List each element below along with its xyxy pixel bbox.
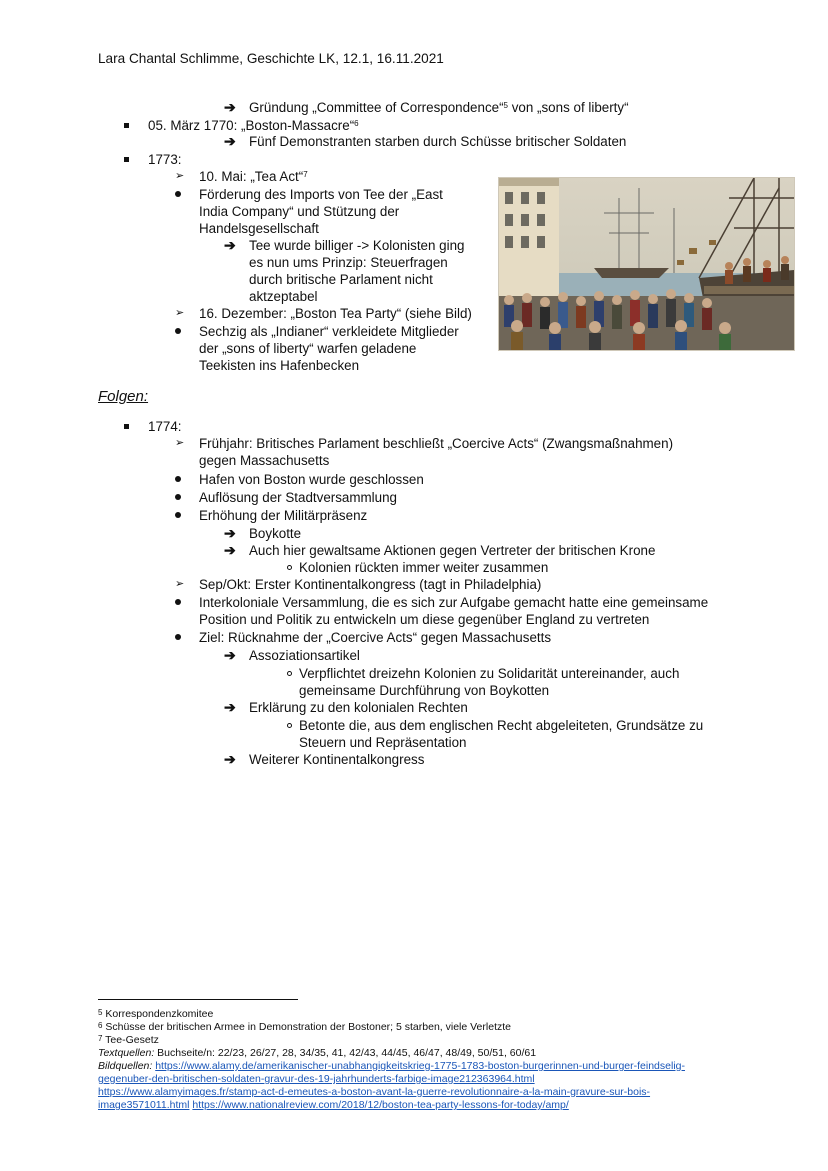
square-bullet-icon [124,157,129,162]
dot-bullet-icon [175,634,181,640]
square-bullet-icon [124,424,129,429]
cheaper-line-4: aktzeptabel [249,289,318,304]
circle-bullet-icon [287,723,292,728]
arrow-icon: ➔ [224,525,236,541]
source-link-2-cont[interactable]: image3571011.html [98,1099,190,1111]
further-congress-line: Weiterer Kontinentalkongress [249,752,425,767]
association-articles-line: Assoziationsartikel [249,648,360,663]
image-sources: Bildquellen: https://www.alamy.de/amerikanischer-unabhangigkeitskrieg-1775-1783-boston-burgerinnen-und-burger-feindselig- [98,1060,685,1072]
first-congress-line: Sep/Okt: Erster Kontinentalkongress (tagt in Philadelphia) [199,577,542,592]
year-1774: 1774: [148,419,182,434]
import-line-3: Handelsgesellschaft [199,221,319,236]
arrow-icon: ➔ [224,542,236,558]
dot-bullet-icon [175,512,181,518]
committee-line: Gründung „Committee of Correspondence“$^5$ von „sons of liberty“ [249,100,629,115]
arrow-icon: ➔ [224,647,236,663]
cheaper-line-2: es nun ums Prinzip: Steuerfragen [249,255,448,270]
principles-line-2: Steuern und Repräsentation [299,735,467,750]
demonstrators-line: Fünf Demonstranten starben durch Schüsse britischer Soldaten [249,134,627,149]
tea-act-line: 10. Mai: „Tea Act“$^7$ [199,169,308,184]
arrow-icon: ➔ [224,751,236,767]
dot-bullet-icon [175,191,181,197]
harbor-closed-line: Hafen von Boston wurde geschlossen [199,472,424,487]
year-1773: 1773: [148,152,182,167]
footnote-6: $^6$ Schüsse der britischen Armee in Demonstration der Bostoner; 5 starben, viele Verletzte [98,1021,511,1033]
arrow-icon: ➔ [224,99,236,115]
import-line-2: India Company“ und Stützung der [199,204,400,219]
indians-line-2: der „sons of liberty“ warfen geladene [199,341,417,356]
solidarity-line-2: gemeinsame Durchführung von Boykotten [299,683,550,698]
import-line-1: Förderung des Imports von Tee der „East [199,187,443,202]
massacre-line: 05. März 1770: „Boston-Massacre“$^6$ [148,118,359,133]
page-header: Lara Chantal Schlimme, Geschichte LK, 12.1, 16.11.2021 [98,51,444,66]
arrow-icon: ➔ [224,237,236,253]
cheaper-line-3: durch britische Parlament nicht [249,272,433,287]
text-sources: Textquellen: Buchseite/n: 22/23, 26/27, 28, 34/35, 41, 42/43, 44/45, 46/47, 48/49, 50/51, 60/61 [98,1047,537,1059]
source-link-1[interactable]: https://www.alamy.de/amerikanischer-unabhangigkeitskrieg-1775-1783-boston-burgerinnen-und-burger-feindselig- [155,1060,685,1072]
dot-bullet-icon [175,599,181,605]
circle-bullet-icon [287,565,292,570]
goal-line: Ziel: Rücknahme der „Coercive Acts“ gegen Massachusetts [199,630,552,645]
indians-line-3: Teekisten ins Hafenbecken [199,358,360,373]
arrow-icon: ➔ [224,699,236,715]
boston-tea-party-image [498,177,795,351]
principles-line-1: Betonte die, aus dem englischen Recht abgeleiteten, Grundsätze zu [299,718,704,733]
coercive-acts-line-1: Frühjahr: Britisches Parlament beschließt „Coercive Acts“ (Zwangsmaßnahmen) [199,436,674,451]
boycott-line: Boykotte [249,526,302,541]
dot-bullet-icon [175,476,181,482]
circle-bullet-icon [287,671,292,676]
footnote-separator [98,999,298,1000]
source-link-3-line [98,1099,569,1112]
folgen-heading: Folgen: [98,388,149,405]
triangle-bullet-icon: ➢ [175,307,185,319]
coercive-acts-line-2: gegen Massachusetts [199,453,330,468]
solidarity-line-1: Verpflichtet dreizehn Kolonien zu Solidarität untereinander, auch [299,666,680,681]
indians-line-1: Sechzig als „Indianer“ verkleidete Mitglieder [199,324,459,339]
rights-declaration-line: Erklärung zu den kolonialen Rechten [249,700,468,715]
source-link-3[interactable]: https://www.nationalreview.com/2018/12/boston-tea-party-lessons-for-today/amp/ [192,1099,569,1111]
source-link-2[interactable]: https://www.alamyimages.fr/stamp-act-d-emeutes-a-boston-avant-la-guerre-revolutionnaire-a-la-main-gravure-sur-bois- [98,1086,651,1098]
source-link-1-cont-line [98,1073,535,1086]
source-link-1-cont[interactable]: gegenuber-den-britischen-soldaten-gravur-des-19-jahrhunderts-farbige-image212363964.html [98,1073,535,1085]
footnote-5: $^5$ Korrespondenzkomitee [98,1008,214,1020]
intercolonial-line-2: Position und Politik zu entwickeln um diese gegenüber England zu vertreten [199,612,650,627]
dot-bullet-icon [175,328,181,334]
triangle-bullet-icon: ➢ [175,437,185,449]
triangle-bullet-icon: ➢ [175,578,185,590]
triangle-bullet-icon: ➢ [175,170,185,182]
boston-tea-party-illustration [499,178,794,350]
square-bullet-icon [124,123,129,128]
cheaper-line-1: Tee wurde billiger -> Kolonisten ging [249,238,465,253]
assembly-dissolved-line: Auflösung der Stadtversammlung [199,490,397,505]
military-line: Erhöhung der Militärpräsenz [199,508,368,523]
tea-party-line: 16. Dezember: „Boston Tea Party“ (siehe Bild) [199,306,472,321]
dot-bullet-icon [175,494,181,500]
arrow-icon: ➔ [224,133,236,149]
intercolonial-line-1: Interkoloniale Versammlung, die es sich zur Aufgabe gemacht hatte eine gemeinsame [199,595,709,610]
colonies-closer-line: Kolonien rückten immer weiter zusammen [299,560,549,575]
violent-actions-line: Auch hier gewaltsame Aktionen gegen Vertreter der britischen Krone [249,543,656,558]
footnote-7: $^7$ Tee-Gesetz [98,1034,159,1046]
source-link-2-line [98,1086,650,1099]
